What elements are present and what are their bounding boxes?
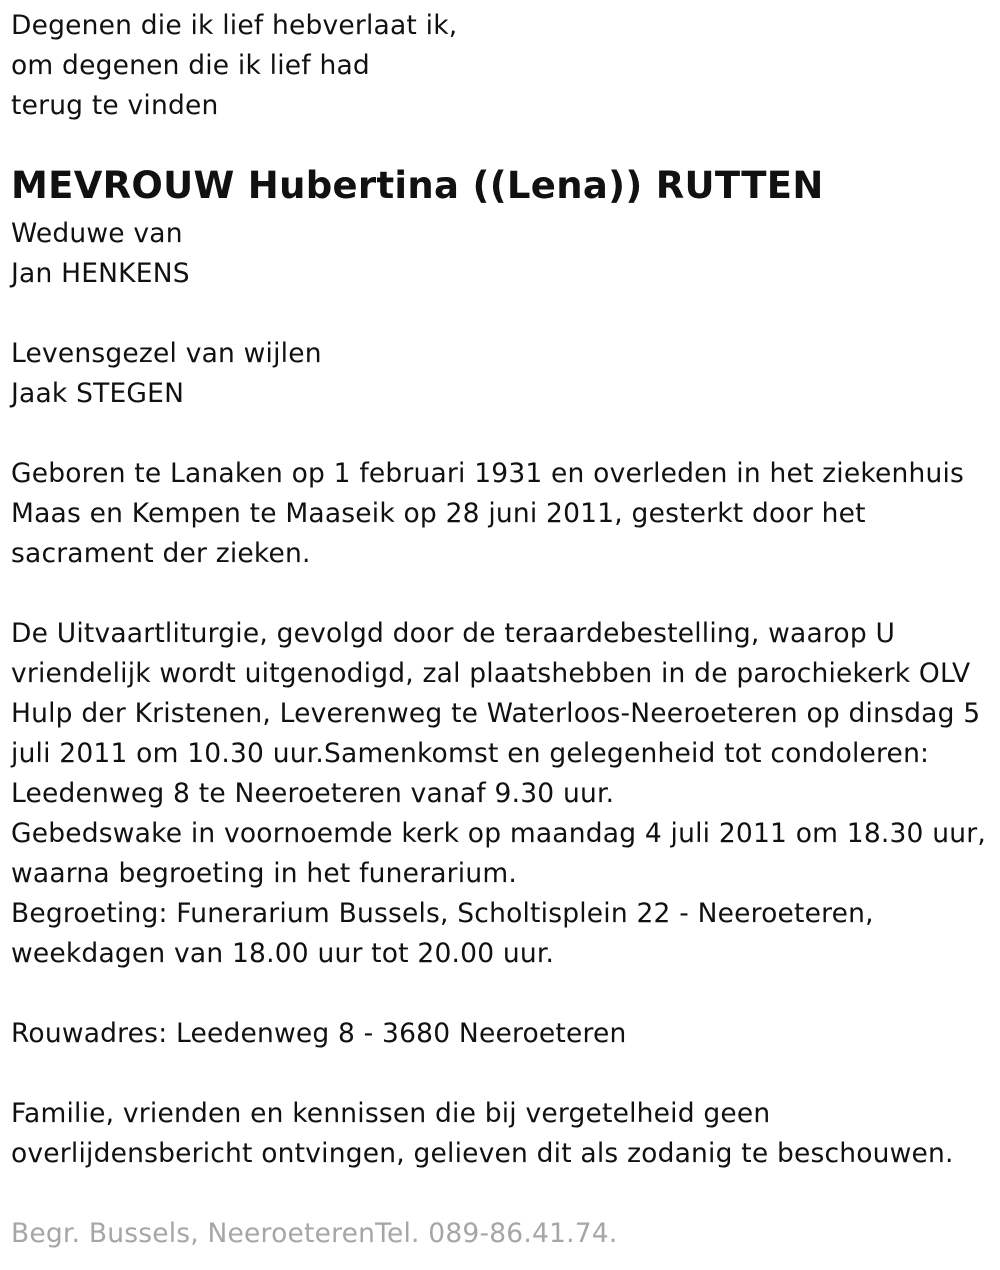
deceased-name: MEVROUW Hubertina ((Lena)) RUTTEN	[11, 164, 824, 207]
paragraph-line: sacrament der zieken.	[11, 538, 311, 569]
mourning-address	[11, 1014, 627, 1054]
partner-name: Jaak STEGEN	[11, 378, 185, 409]
paragraph-line: De Uitvaartliturgie, gevolgd door de teraardebestelling, waarop U	[11, 618, 896, 649]
paragraph-line: Maas en Kempen te Maaseik op 28 juni 2011, gesterkt door het	[11, 498, 866, 529]
memorial-quote	[11, 6, 457, 126]
paragraph-line: Begroeting: Funerarium Bussels, Scholtisplein 22 - Neeroeteren,	[11, 898, 874, 929]
partner-label: Levensgezel van wijlen	[11, 338, 322, 369]
widow-label: Weduwe van	[11, 218, 183, 249]
paragraph-line: vriendelijk wordt uitgenodigd, zal plaatshebben in de parochiekerk OLV	[11, 658, 971, 689]
paragraph-line: overlijdensbericht ontvingen, gelieven dit als zodanig te beschouwen.	[11, 1138, 954, 1169]
widow-of-section	[11, 214, 190, 294]
spouse-name: Jan HENKENS	[11, 258, 190, 289]
funeral-home-footer: Begr. Bussels, NeeroeterenTel. 089-86.41.74.	[11, 1218, 618, 1249]
quote-line: Degenen die ik lief hebverlaat ik,	[11, 10, 458, 41]
paragraph-line: Geboren te Lanaken op 1 februari 1931 en overleden in het ziekenhuis	[11, 458, 965, 489]
quote-line: om degenen die ik lief had	[11, 50, 370, 81]
paragraph-line: weekdagen van 18.00 uur tot 20.00 uur.	[11, 938, 555, 969]
birth-death-paragraph	[11, 454, 964, 574]
paragraph-line: Leedenweg 8 te Neeroeteren vanaf 9.30 uur.	[11, 778, 615, 809]
family-notice-paragraph	[11, 1094, 954, 1174]
quote-line: terug te vinden	[11, 90, 219, 121]
funeral-details-paragraph	[11, 614, 986, 974]
paragraph-line: waarna begroeting in het funerarium.	[11, 858, 517, 889]
paragraph-line: Gebedswake in voornoemde kerk op maandag 4 juli 2011 om 18.30 uur,	[11, 818, 986, 849]
partner-section	[11, 334, 322, 414]
paragraph-line: Familie, vrienden en kennissen die bij vergetelheid geen	[11, 1098, 771, 1129]
paragraph-line: juli 2011 om 10.30 uur.Samenkomst en gelegenheid tot condoleren:	[11, 738, 930, 769]
address-line: Rouwadres: Leedenweg 8 - 3680 Neeroeteren	[11, 1018, 627, 1049]
paragraph-line: Hulp der Kristenen, Leverenweg te Waterloos-Neeroeteren op dinsdag 5	[11, 698, 981, 729]
